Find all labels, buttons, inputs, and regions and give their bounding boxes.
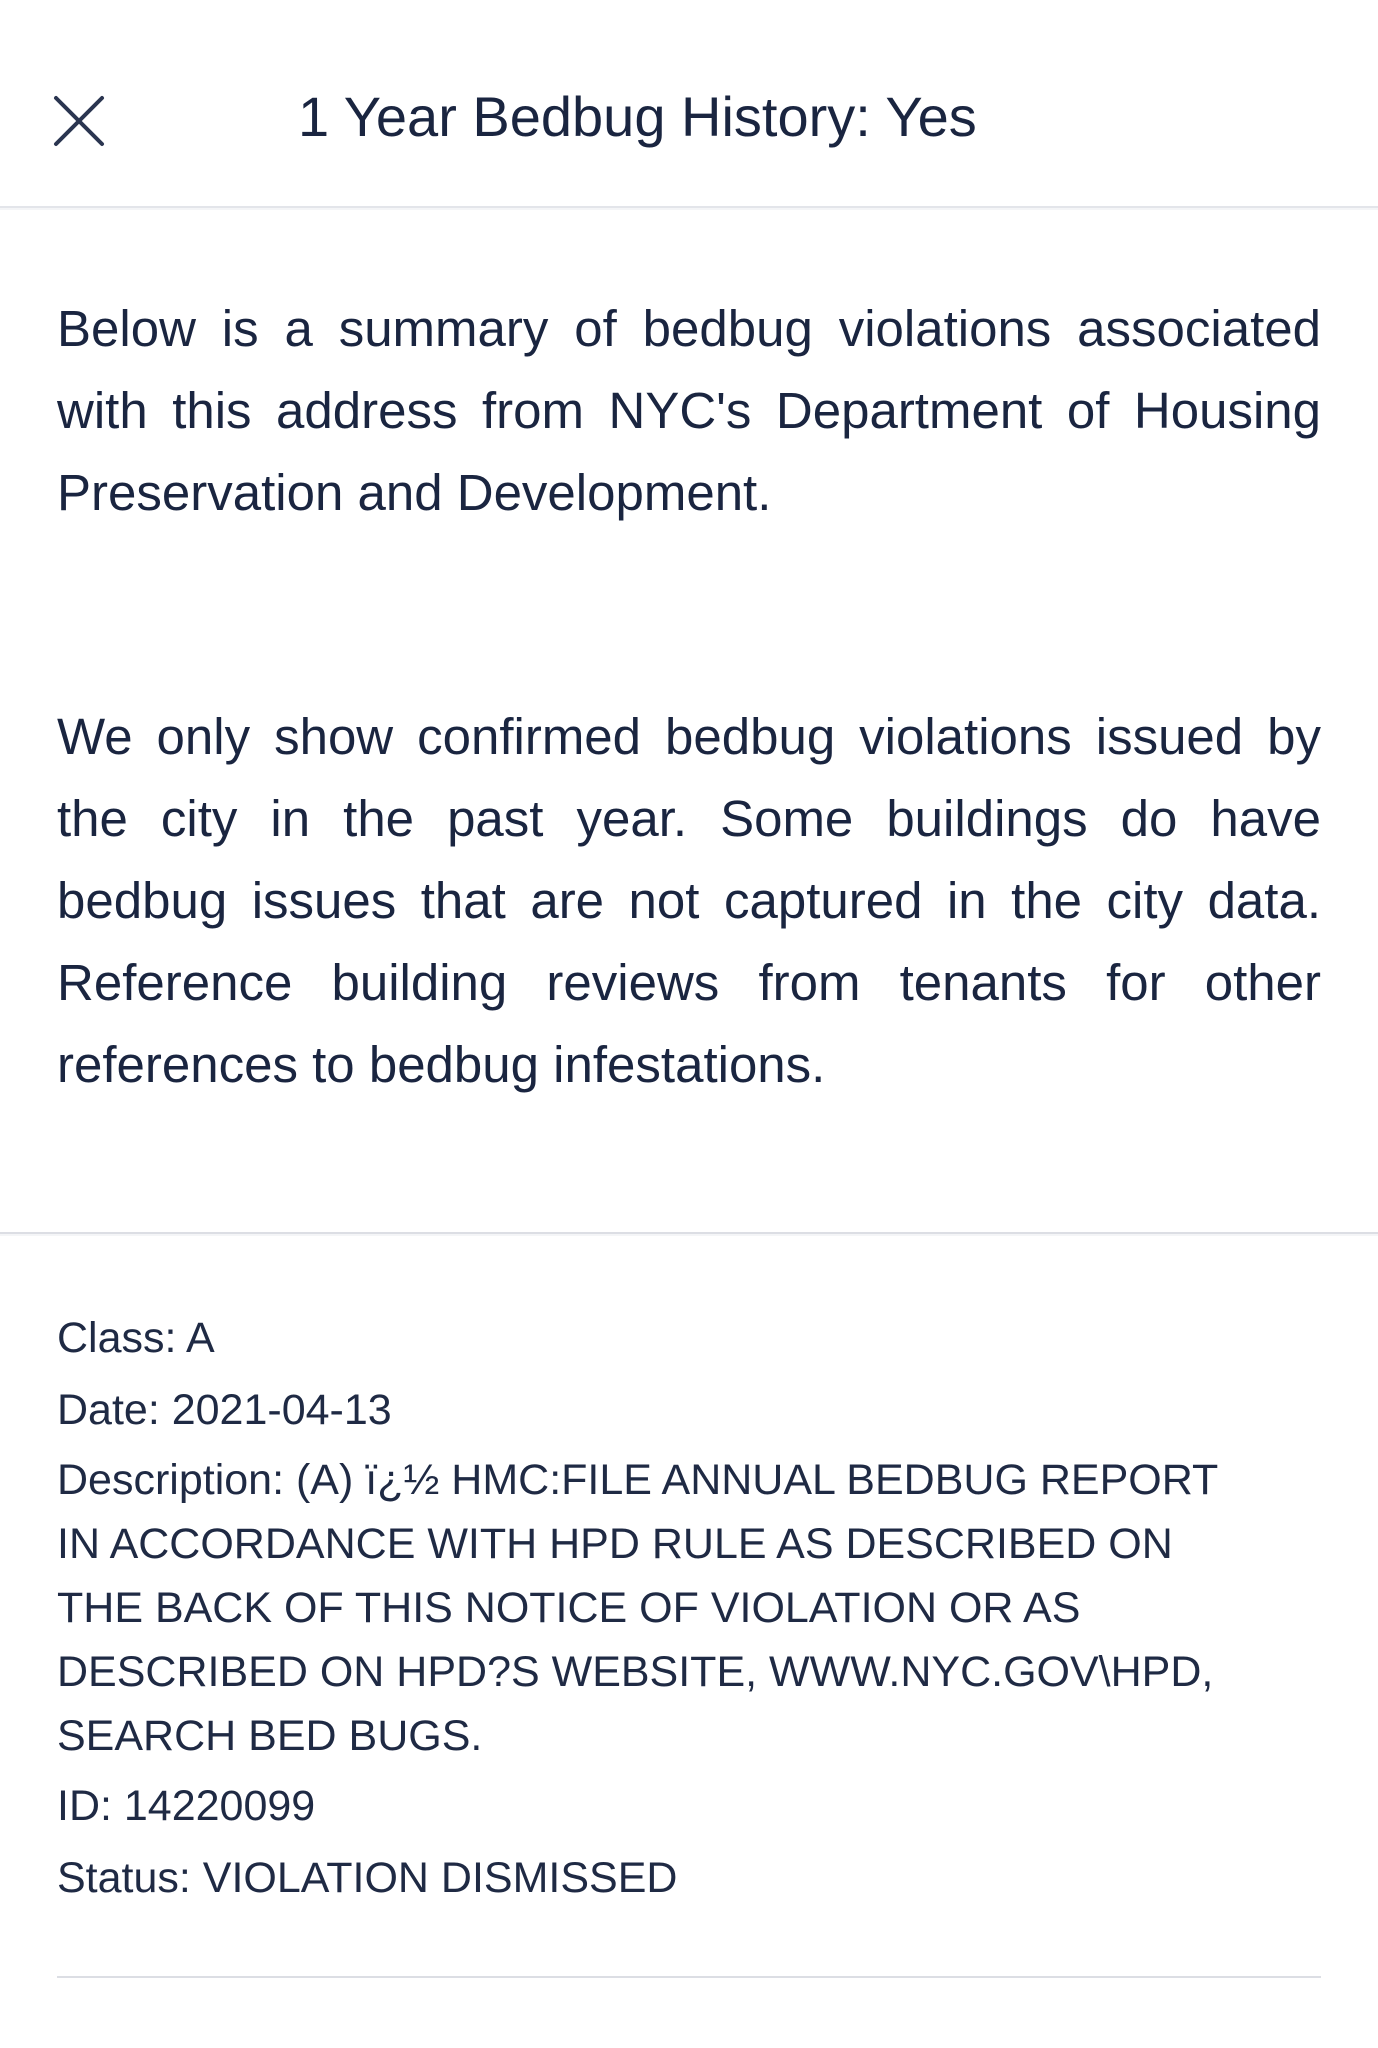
close-button[interactable] bbox=[50, 80, 110, 152]
divider bbox=[57, 1976, 1321, 1978]
summary-section bbox=[0, 210, 1378, 1234]
violation-class: Class: A bbox=[57, 1314, 215, 1362]
page-title: 1 Year Bedbug History: Yes bbox=[298, 85, 977, 148]
violation-id: ID: 14220099 bbox=[57, 1782, 316, 1830]
close-icon bbox=[50, 80, 110, 152]
modal-header bbox=[0, 0, 1378, 208]
summary-paragraph: Below is a summary of bedbug violations associated with this address from NYC's Department of Housing Preservation and Development. bbox=[57, 300, 1321, 521]
violation-status: Status: VIOLATION DISMISSED bbox=[57, 1854, 678, 1902]
violation-item bbox=[57, 1306, 1321, 1910]
violation-date: Date: 2021-04-13 bbox=[57, 1386, 392, 1434]
disclaimer-paragraph: We only show confirmed bedbug violations issued by the city in the past year. Some buildings do have bedbug issues that are not captured in the city data. Reference building reviews from tenants for other references to bedbug infestations. bbox=[57, 708, 1321, 1093]
violation-description: Description: (A) ï¿½ HMC:FILE ANNUAL BEDBUG REPORT IN ACCORDANCE WITH HPD RULE AS DESCRIBED ON THE BACK OF THIS NOTICE OF VIOLATION OR AS DESCRIBED ON HPD?S WEBSITE, WWW.NYC.GOV\HPD, SEARCH BED BUGS. bbox=[57, 1456, 1218, 1760]
violation-list bbox=[0, 1236, 1378, 2048]
